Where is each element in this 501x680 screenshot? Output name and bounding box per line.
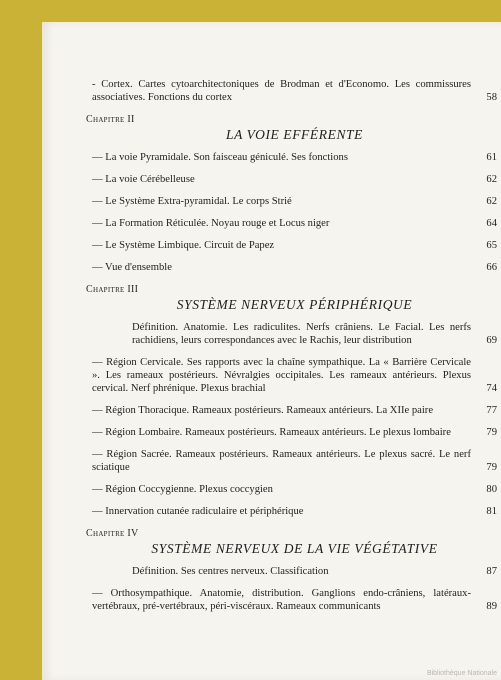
toc-entry [92,426,497,439]
toc-page-number: 62 [486,174,497,185]
toc-entry-text: — La voie Cérébelleuse [92,174,195,185]
table-of-contents [86,78,497,622]
toc-page-number: 80 [486,484,497,495]
toc-entry [92,151,497,164]
toc-entry-text: - Cortex. Cartes cytoarchitectoniques de Brodman et d'Economo. Les commissures associatives. Fonctions du cortex [92,79,471,103]
book-page [42,22,501,680]
toc-entry [92,173,497,186]
toc-entry-text: — La voie Pyramidale. Son faisceau géniculé. Ses fonctions [92,152,348,163]
chapter-label: Chapitre II [86,114,135,125]
toc-page-number: 61 [486,152,497,163]
toc-entry-text: — Région Cervicale. Ses rapports avec la chaîne sympathique. La « Barrière Cervicale ». Les rameaux postérieurs. Névralgies occipitales. Les rameaux antérieurs. Plexus cervical. Nerf phrénique. Plexus brachial [92,357,471,394]
toc-entry-text: — Région Lombaire. Rameaux postérieurs. Rameaux antérieurs. Le plexus lombaire [92,427,451,438]
toc-page-number: 69 [486,335,497,346]
toc-entry [92,239,497,252]
toc-entry-text: — Région Coccygienne. Plexus coccygien [92,484,273,495]
toc-entry-text: — Innervation cutanée radiculaire et périphérique [92,506,304,517]
toc-page-number: 74 [486,383,497,394]
toc-entry-text: — Région Sacrée. Rameaux postérieurs. Rameaux antérieurs. Le plexus sacré. Le nerf sciatique [92,449,471,473]
toc-entry [92,565,497,578]
toc-entry-text: — Vue d'ensemble [92,262,172,273]
toc-entry [92,505,497,518]
toc-entry [92,356,497,395]
toc-page-number: 77 [486,405,497,416]
toc-entry-text: — Région Thoracique. Rameaux postérieurs. Rameaux antérieurs. La XIIe paire [92,405,434,416]
toc-entry [92,78,497,104]
toc-page-number: 89 [486,601,497,612]
toc-entry-text: — Le Système Limbique. Circuit de Papez [92,240,275,251]
toc-entry [92,261,497,274]
chapter-label: Chapitre IV [86,528,139,539]
toc-page-number: 79 [486,427,497,438]
toc-entry [92,448,497,474]
chapter-title: SYSTÈME NERVEUX DE LA VIE VÉGÉTATIVE [151,541,438,556]
toc-entry [92,321,497,347]
toc-entry [92,195,497,208]
toc-page-number: 58 [486,92,497,103]
toc-entry [92,404,497,417]
toc-entry-text: — Orthosympathique. Anatomie, distribution. Ganglions endo-crâniens, latéraux-vertébraux, pré-vertébraux, péri-viscéraux. Rameaux communicants [92,588,471,612]
toc-page-number: 87 [486,566,497,577]
chapter-label: Chapitre III [86,284,139,295]
toc-entry-text: — La Formation Réticulée. Noyau rouge et Locus niger [92,218,330,229]
chapter-title: LA VOIE EFFÉRENTE [225,127,364,142]
toc-page-number: 65 [486,240,497,251]
toc-entry-text: — Le Système Extra-pyramidal. Le corps Strié [92,196,292,207]
watermark: Bibliothèque Nationale [426,670,497,677]
toc-page-number: 64 [486,218,497,229]
toc-entry-text: Définition. Ses centres nerveux. Classification [132,566,329,577]
toc-entry [92,483,497,496]
toc-entry-text: Définition. Anatomie. Les radiculites. Nerfs crâniens. Le Facial. Les nerfs rachidiens, leurs correspondances avec le Rachis, leur distribution [132,322,471,346]
chapter-title: SYSTÈME NERVEUX PÉRIPHÉRIQUE [176,297,413,312]
toc-entry [92,217,497,230]
toc-page-number: 81 [486,506,497,517]
toc-page-number: 66 [486,262,497,273]
toc-page-number: 62 [486,196,497,207]
toc-page-number: 79 [486,462,497,473]
toc-entry [92,587,497,613]
